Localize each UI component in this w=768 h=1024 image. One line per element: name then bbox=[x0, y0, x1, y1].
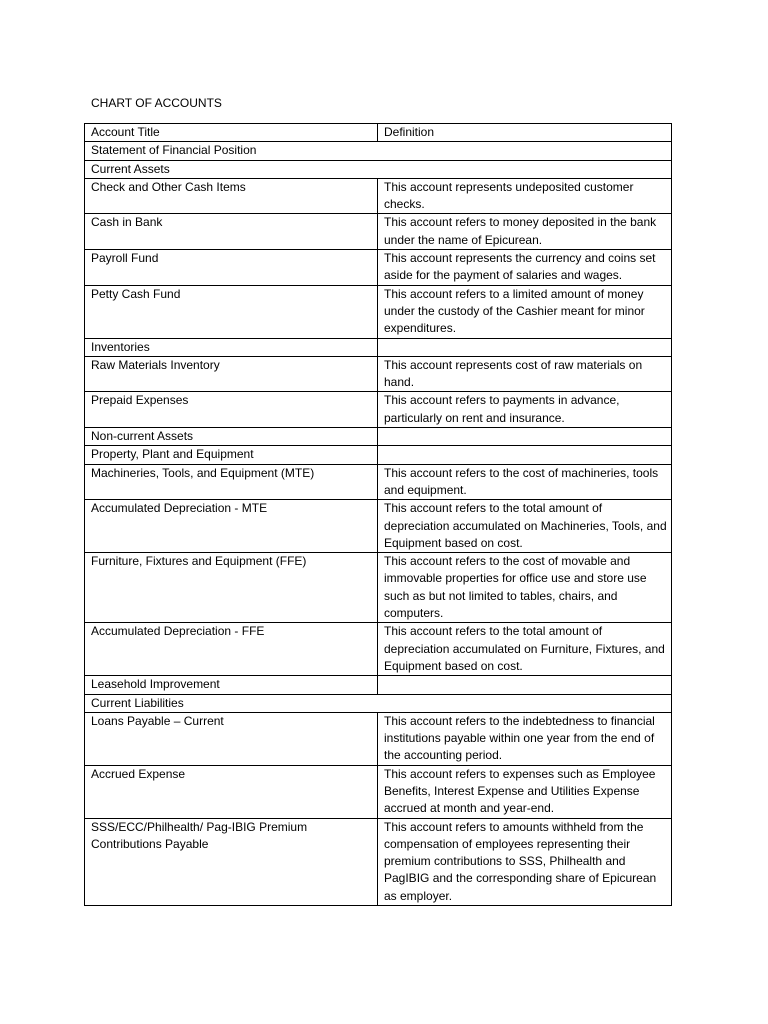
table-body bbox=[85, 124, 672, 906]
definition-cell: This account refers to the cost of machineries, tools and equipment. bbox=[378, 464, 672, 500]
account-title-cell: Machineries, Tools, and Equipment (MTE) bbox=[85, 464, 378, 500]
account-title-cell: Petty Cash Fund bbox=[85, 285, 378, 338]
header-row bbox=[85, 124, 672, 142]
account-title-cell: Loans Payable – Current bbox=[85, 712, 378, 765]
account-row bbox=[85, 178, 672, 214]
account-title-cell: Accrued Expense bbox=[85, 765, 378, 818]
definition-cell: This account refers to the cost of movable and immovable properties for office use and store use such as but not limited to tables, chairs, and computers. bbox=[378, 553, 672, 623]
definition-cell bbox=[378, 428, 672, 446]
account-row bbox=[85, 623, 672, 676]
account-row bbox=[85, 285, 672, 338]
definition-cell: This account refers to the total amount of depreciation accumulated on Machineries, Tools, and Equipment based on cost. bbox=[378, 500, 672, 553]
account-title-cell: Accumulated Depreciation - MTE bbox=[85, 500, 378, 553]
definition-cell: This account represents the currency and coins set aside for the payment of salaries and wages. bbox=[378, 250, 672, 286]
account-title-cell: Furniture, Fixtures and Equipment (FFE) bbox=[85, 553, 378, 623]
definition-cell: This account refers to the indebtedness to financial institutions payable within one year from the end of the accounting period. bbox=[378, 712, 672, 765]
definition-cell bbox=[378, 446, 672, 464]
section-row bbox=[85, 160, 672, 178]
account-row bbox=[85, 553, 672, 623]
definition-cell: This account refers to the total amount of depreciation accumulated on Furniture, Fixtures, and Equipment based on cost. bbox=[378, 623, 672, 676]
account-row bbox=[85, 464, 672, 500]
definition-cell: This account refers to a limited amount of money under the custody of the Cashier meant for minor expenditures. bbox=[378, 285, 672, 338]
section-heading: Current Liabilities bbox=[85, 694, 672, 712]
account-row bbox=[85, 392, 672, 428]
document-title: CHART OF ACCOUNTS bbox=[91, 96, 222, 110]
section-heading: Current Assets bbox=[85, 160, 672, 178]
account-title-cell: Leasehold Improvement bbox=[85, 676, 378, 694]
account-title-cell: Property, Plant and Equipment bbox=[85, 446, 378, 464]
account-title-cell: Check and Other Cash Items bbox=[85, 178, 378, 214]
account-row bbox=[85, 214, 672, 250]
account-title-cell: Cash in Bank bbox=[85, 214, 378, 250]
definition-cell bbox=[378, 338, 672, 356]
account-row bbox=[85, 428, 672, 446]
header-account-title: Account Title bbox=[85, 124, 378, 142]
account-row bbox=[85, 712, 672, 765]
definition-cell: This account represents cost of raw materials on hand. bbox=[378, 356, 672, 392]
definition-cell bbox=[378, 676, 672, 694]
account-row bbox=[85, 500, 672, 553]
account-row bbox=[85, 250, 672, 286]
definition-cell: This account refers to expenses such as Employee Benefits, Interest Expense and Utilities Expense accrued at month and year-end. bbox=[378, 765, 672, 818]
account-row bbox=[85, 338, 672, 356]
definition-cell: This account represents undeposited customer checks. bbox=[378, 178, 672, 214]
account-row bbox=[85, 765, 672, 818]
definition-cell: This account refers to payments in advance, particularly on rent and insurance. bbox=[378, 392, 672, 428]
account-title-cell: Prepaid Expenses bbox=[85, 392, 378, 428]
chart-of-accounts-table bbox=[84, 123, 672, 906]
definition-cell: This account refers to amounts withheld from the compensation of employees representing their premium contributions to SSS, Philhealth and PagIBIG and the corresponding share of Epicurean as employer. bbox=[378, 818, 672, 905]
account-row bbox=[85, 818, 672, 905]
account-row bbox=[85, 446, 672, 464]
account-title-cell: Raw Materials Inventory bbox=[85, 356, 378, 392]
section-row bbox=[85, 694, 672, 712]
account-row bbox=[85, 676, 672, 694]
account-title-cell: Non-current Assets bbox=[85, 428, 378, 446]
account-title-cell: SSS/ECC/Philhealth/ Pag-IBIG Premium Contributions Payable bbox=[85, 818, 378, 905]
definition-cell: This account refers to money deposited in the bank under the name of Epicurean. bbox=[378, 214, 672, 250]
section-row bbox=[85, 142, 672, 160]
account-title-cell: Payroll Fund bbox=[85, 250, 378, 286]
section-heading: Statement of Financial Position bbox=[85, 142, 672, 160]
header-definition: Definition bbox=[378, 124, 672, 142]
account-title-cell: Inventories bbox=[85, 338, 378, 356]
account-title-cell: Accumulated Depreciation - FFE bbox=[85, 623, 378, 676]
account-row bbox=[85, 356, 672, 392]
